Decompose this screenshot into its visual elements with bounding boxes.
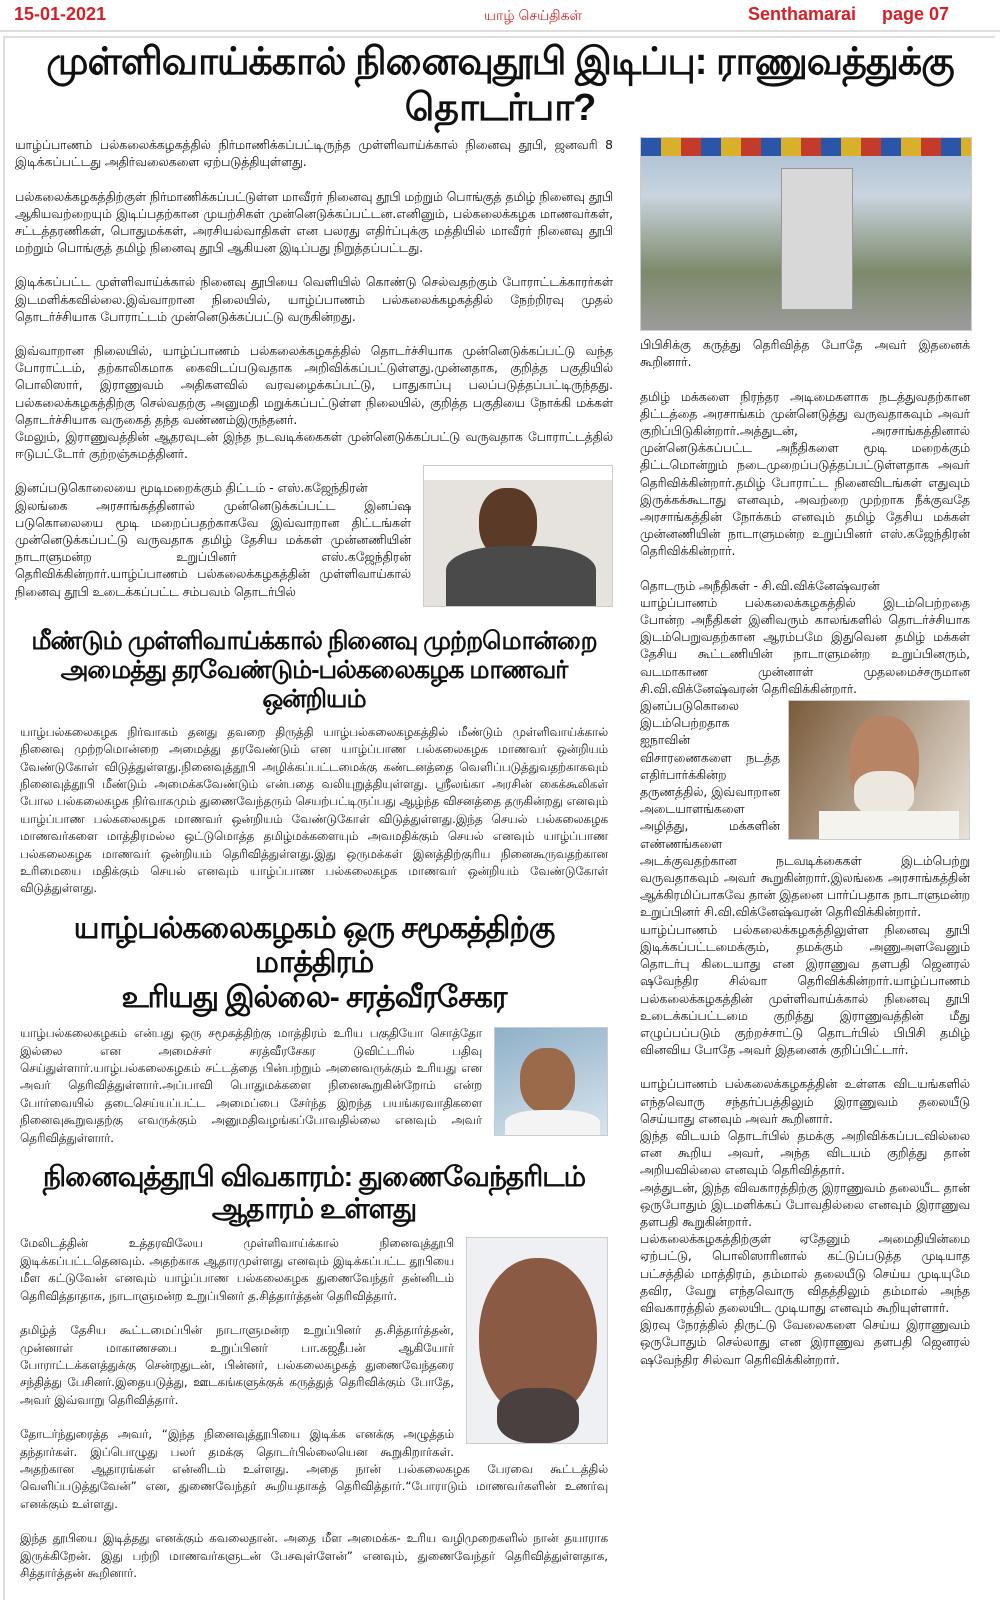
paragraph: இரவு நேரத்தில் திருட்டு வேலைகளை செய்ய இராணுவம் ஒருபோதும் செல்லாது என இராணுவ தளபதி ஜெனரல் ஷவேந்திர சில்வா தெரிவிக்கின்றார். bbox=[640, 1318, 970, 1367]
paragraph: இனப்படுகொலை இடம்பெற்றதாக ஐநாவின் விசாரணைகளை நடத்த எதிர்பார்க்கின்ற தருணத்தில், இவ்வாறான அடையாளங்களை அழித்து, மக்களின் எண்ணங்களை அடக்குவதற்கான நடவடிக்கைகள் இடம்பெற்று வருவதாகவும் அவர் கூறுகின்றார்.இலங்கை அரசாங்கத்தின் ஆக்கிரமிப்பாகவே தான் இதனை பார்ப்பதாக நாடாளுமன்ற உறுப்பினர் சி.வி.விக்னேஷ்வரன் தெரிவிக்கின்றார். bbox=[640, 699, 970, 920]
story4-body bbox=[15, 1235, 613, 1599]
paragraph: யாழ்ப்பாணம் பல்கலைக்கழகத்திலுள்ள நினைவு தூபி இடிக்கப்பட்டமைக்கும், தமக்கும் அணுஅளவேனும் தொடர்பு கிடையாது என இராணுவ தளபதி ஜெனரல் ஷவேந்திர சில்வா தெரிவிக்கின்றார்.யாழ்ப்பாணம் பல்கலைக்கழகத்தின் முள்ளிவாய்க்கால் நினைவு தூபி உடைக்கப்பட்டமை குறித்து இராணுவத்தின் மீது எழுப்பப்படும் குற்றச்சாட்டு தொடர்பில் பிபிசி தமிழ் வினவிய போதே அவர் இதனைக் குறிப்பிட்டார். bbox=[640, 922, 970, 1058]
paragraph: மேலும், இராணுவத்தின் ஆதரவுடன் இந்த நடவடிக்கைகள் முன்னெடுக்கப்பட்டு வருவதாக போராட்டத்தில் ஈடுபட்டோர் குற்றஞ்சுமத்தினர். bbox=[15, 430, 613, 462]
paragraph: தமிழ்த் தேசிய கூட்டமைப்பின் நாடாளுமன்ற உறுப்பினர் த.சித்தார்த்தன், முன்னாள் மாகாணசபை உறுப்பினர் பா.கஜதீபன் ஆகியோர் போராட்டக்களத்துக்கு சென்றதுடன், பின்னர், பல்கலைகழகத் துணைவேந்தரை சந்தித்து பேசினர்.இதையடுத்து, ஊடகங்களுக்குக் கருத்துத் தெரிவிக்கும் போதே, அவர் இவ்வாறு தெரிவித்தார். bbox=[20, 1323, 454, 1407]
headline-line: யாழ்பல்கலைகழகம் ஒரு சமூகத்திற்கு மாத்திரம் bbox=[73, 911, 555, 980]
subheading-wigneswaran: தொடரும் அநீதிகள் - சி.வி.விக்னேஷ்வரன் bbox=[640, 578, 880, 593]
paragraph: பல்கலைக்கழகத்திற்குள் நிர்மாணிக்கப்பட்டுள்ள மாவீரர் நினைவு தூபி மற்றும் பொங்குத் தமிழ் நினைவு தூபி ஆகியவற்றையும் இடிப்பதற்கான முயற்சிகள் முன்னெடுக்கப்பட்டன.எனினும், பல்கலைக்கழக மாணவர்கள், சட்டத்தரணிகள், பொதுமக்கள், அரசியல்வாதிகள் என பலரது எதிர்ப்புக்கு மத்தியில் மாவீரர் நினைவு தூபி மற்றும் பொங்குத் தமிழ் நினைவு தூபி ஆகியன இடிப்பது நிறுத்தப்பட்டது. bbox=[15, 189, 613, 256]
paragraph: யாழ்ப்பாணம் பல்கலைக்கழகத்தில் இடம்பெற்றதை போன்ற அநீதிகள் இனிவரும் காலங்களில் தொடர்ச்சியாக இடம்பெறுவதற்கான ஆரம்பமே இதுவென தமிழ் மக்கள் தேசிய கூட்டணியின் நாடாளுமன்ற உறுப்பினரும், வடமாகாண முன்னாள் முதலமைச்சருமான சி.வி.விக்னேஷ்வரன் தெரிவிக்கின்றார். bbox=[640, 595, 970, 696]
photo-gajendran bbox=[423, 465, 613, 607]
main-story-right bbox=[640, 337, 970, 1369]
photo-memorial-site bbox=[640, 137, 972, 331]
paragraph: பல்கலைக்கழகத்திற்குள் ஏதேனும் அமைதியின்மை ஏற்பட்டு, பொலிஸாரினால் கட்டுப்படுத்த முடியாத பட்சத்தில் மாத்திரம், தம்மால் தலையீடு செய்ய முடியுமே தவிர, வேறு எந்தவொரு விதத்திலும் தம்மால் அந்த விவகாரத்தில் தலையிட முடியாது எனவும் கூறியுள்ளார். bbox=[640, 1232, 970, 1315]
paragraph: இடிக்கப்பட்ட முள்ளிவாய்க்கால் நினைவு தூபியை வெளியில் கொண்டு செல்வதற்கும் போராட்டக்காரர்கள் இடமளிக்கவில்லை.இவ்வாறான நிலையில், யாழ்ப்பாணம் பல்கலைக்கழகத்தில் நேற்றிரவு முதல் தொடர்ச்சியாக போராட்டம் முன்னெடுக்கப்பட்டு வருகின்றது. bbox=[15, 275, 613, 324]
main-story-left bbox=[15, 137, 613, 613]
masthead bbox=[0, 0, 1000, 32]
story2-headline bbox=[15, 627, 613, 713]
headline-line: உரியது இல்லை- சரத்வீரசேகர bbox=[121, 980, 507, 1014]
paragraph: யாழ்பல்கலைகழக நிர்வாகம் தனது தவறை திருத்தி யாழ்பல்கலைகழகத்தில் மீண்டும் முள்ளிவாய்க்கால் நினைவு முற்றமொன்றை அமைத்து தரவேண்டும் என யாழ்ப்பாண பல்கலைகழக மாணவர் ஒன்றியம் வேண்டுகோள் விடுத்துள்ளது.நினைவுத்தூபி அழிக்கப்பட்டமைக்கு கண்டனத்தை வெளிப்படுத்துவதற்காகவும் நினைவுத்தூபி மீண்டும் அமைக்கவேண்டும் என்பதை வலியுறுத்தியுள்ளது. ஸ்ரீலங்கா அரசின் கைக்கூலிகள் போல பல்கலைகழக நிர்வாகமும் துணைவேந்தரும் செயற்பட்டிருப்பது ஆழ்ந்த விசனத்தை தருகின்றது எனவும் யாழ்ப்பாண பல்கலைகழக மாணவர் ஒன்றியம் வேண்டுகோள் விடுத்துள்ளது.இந்த செயல் பல்கலைகழக மாணவர்களை மாத்திரமல்ல ஒட்டுமொத்த தமிழ்மக்களையும் அவமதிக்கும் செயல் எனவும் யாழ்ப்பாண பல்கலைகழக மாணவர் ஒன்றியம் தெரிவித்துள்ளது.இது ஒருமக்கள் இனத்திற்குரிய நினைகூருவதற்கான உரிமையை மதிக்கும் செயல் எனவும் யாழ்ப்பாண பல்கலைகழக மாணவர் ஒன்றியம் வேண்டுகோள் விடுத்துள்ளது. bbox=[20, 724, 608, 896]
story4-headline bbox=[15, 1161, 613, 1225]
section-name: யாழ் செய்திகள் bbox=[484, 7, 583, 23]
subheading-gajendran: இனப்படுகொலையை மூடிமறைக்கும் திட்டம் - எஸ்.கஜேந்திரன் bbox=[15, 481, 368, 496]
columns bbox=[5, 137, 995, 1599]
photo-vice-chancellor bbox=[466, 1237, 608, 1444]
paragraph: அத்துடன், இந்த விவகாரத்திற்கு இராணுவம் தலையீட தான் ஒருபோதும் இடமளிக்கப் போவதில்லை எனவும் இராணுவ தளபதி கூறுகின்றார். bbox=[640, 1180, 970, 1229]
right-column bbox=[640, 137, 970, 1369]
left-column bbox=[15, 137, 613, 1599]
story3-body bbox=[15, 1025, 613, 1147]
page-number: page 07 bbox=[882, 4, 950, 24]
headline-line: நினைவுத்தூபி விவகாரம்: துணைவேந்தரிடம் ஆதாரம் உள்ளது bbox=[42, 1161, 586, 1225]
paragraph: பிபிசிக்கு கருத்து தெரிவித்த போதே அவர் இதனைக் கூறினார். bbox=[640, 338, 970, 370]
paragraph: தமிழ் மக்களை நிரந்தர அடிமைகளாக நடத்துவதற்கான திட்டத்தை அரசாங்கம் முன்னெடுத்து வருவதாகவும் அவர் குறிப்பிடுகின்றார்.அத்துடன், அரசாங்கத்தினால் முன்னெடுக்கப்பட்ட அநீதிகளை மூடி மறைக்கும் திட்டமொன்றும் நடைமுறைப்படுத்தப்பட்டுள்ளதாக அவர் தெரிவிக்கின்றார்.தமிழ் போராட்ட நினைவிடங்கள் எதுவும் இருக்கக்கூடாது எனவும், அவற்றை முற்றாக நீக்குவதே அரசாங்கத்தின் நோக்கம் எனவும் தமிழ் தேசிய மக்கள் முன்னணியின் நாடாளுமன்ற உறுப்பினர் எஸ்.கஜேந்திரன் தெரிவிக்கின்றார். bbox=[640, 389, 970, 559]
paragraph: யாழ்ப்பாணம் பல்கலைக்கழகத்தில் நிர்மாணிக்கப்பட்டிருந்த முள்ளிவாய்க்கால் நினைவு தூபி, ஜனவரி 8 இடிக்கப்பட்டது அதிர்வலைகளை ஏற்படுத்தியுள்ளது. bbox=[15, 138, 613, 170]
main-headline: முள்ளிவாய்க்கால் நினைவுதூபி இடிப்பு: ராணுவத்துக்கு தொடர்பா? bbox=[46, 41, 954, 129]
paragraph: தோடர்ந்துரைத்த அவர், “இந்த நினைவுத்தூபியை இடிக்க எனக்கு அழுத்தம் தந்தார்கள். இப்பொழுது பலர் தமக்கு தொடர்பில்லையென கூறுகிறார்கள். அதற்கான ஆதாரங்கள் என்னிடம் உள்ளது. அதை நான் பல்கலைகழக பேரவை கூட்டத்தில் வெளிப்படுத்துவேன்” என, துணைவேந்தர் கூறியதாகத் தெரிவித்தார்.“போராடும் மாணவர்களின் உணர்வு எனக்கும் உள்ளது. bbox=[20, 1427, 608, 1511]
paragraph: மேலிடத்தின் உத்தரவிலேய முள்ளிவாய்க்கால் நினைவுத்தூபி இடிக்கப்பட்டதெனவும். அதற்காக ஆதாரமுள்ளது எனவும் இடிக்கப்பட்ட தூபியை மீள கட்டுவேன் எனவும் யாழ்ப்பாண பல்கலைகழக துணைவேந்தர் தன்னிடம் தெரிவித்தாதாக, நாடாளுமன்ற உறுப்பினர் த.சித்தார்த்தன் தெரிவித்தார். bbox=[20, 1236, 454, 1303]
paragraph: யாழ்பல்கலைகழகம் என்பது ஒரு சமூகத்திற்கு மாத்திரம் உரிய பகுதியோ சொத்தோ இல்லை என அமைச்சர் சரத்வீரசேகர டுவிட்டரில் பதிவு செய்துள்ளார்.யாழ்பல்கலைகழகம் சட்டத்தை பின்பற்றும் அனைவருக்கும் உரியது என அவர் தெரிவித்துள்ளார்.அப்பாவி பொதுமக்களை நினைகூறுகின்றோம் என்ற போர்வையில் தடைசெய்யப்பட்ட அமைப்பை சேர்ந்த இறந்த பயங்கரவாதிகளை நினைவுகூறுவதற்கு எவருக்கும் அனுமதிவழங்கப்போவதில்லை எனவும் அவர் தெரிவித்துள்ளார். bbox=[20, 1026, 482, 1145]
story2-body bbox=[15, 724, 613, 898]
headline-line: மீண்டும் முள்ளிவாய்க்கால் நினைவு முற்றமொன்றை bbox=[31, 627, 597, 656]
photo-wigneswaran bbox=[788, 700, 970, 840]
photo-sarath-weerasekera bbox=[494, 1027, 608, 1136]
paragraph: இவ்வாறான நிலையில், யாழ்ப்பாணம் பல்கலைக்கழகத்தில் தொடர்ச்சியாக முன்னெடுக்கப்பட்டு வந்த போராட்டம், தற்காலிகமாக கைவிடப்படுவதாக அறிவிக்கப்பட்டுள்ளது.முன்னதாக, குறித்த பகுதியில் பொலிஸார், இராணுவம் அதிகளவில் வரவழைக்கப்பட்டு, பாதுகாப்பு பலப்படுத்தப்பட்டிருந்தது. பல்கலைக்கழகத்திற்கு செல்வதற்கு அனுமதி மறுக்கப்பட்டுள்ள நிலையில், குறித்த பகுதியை நோக்கி மக்கள் தொடர்ச்சியாக வருகைத் தந்த வண்ணம்இருந்தனர். bbox=[15, 344, 613, 427]
issue-date: 15-01-2021 bbox=[14, 4, 107, 24]
headline-line: அமைத்து தரவேண்டும்-பல்கலைகழக மாணவர் ஒன்றியம் bbox=[60, 656, 568, 713]
story3-headline bbox=[15, 912, 613, 1016]
paragraph: இந்த தூபியை இடித்தது எனக்கும் கவலைதான். அதை மீள அமைக்க- உரிய வழிமுறைகளில் நான் தயாராக இருக்கிறேன். இது பற்றி மாணவர்களுடன் பேசவுள்ளேன்” எனவும், துணைவேந்தர் தெரிவித்துள்ளதாக, சித்தார்த்தன் கூறினார். bbox=[20, 1531, 608, 1580]
paper-name: Senthamarai bbox=[748, 4, 857, 24]
page-frame bbox=[3, 36, 995, 1600]
paragraph: இலங்கை அரசாங்கத்தினால் முன்னெடுக்கப்பட்ட இனப்ஷ படுகொலையை மூடி மறைப்பதற்காகவே இவ்வாறான திட்டங்கள் முன்னெடுக்கப்பட்டு வருவதாக தமிழ் தேசிய மக்கள் முன்னணியின் நாடாளுமன்ற உறுப்பினர் எஸ்.கஜேந்திரன் தெரிவிக்கின்றார்.யாழ்ப்பாணம் பல்கலைக்கழகத்தின் முள்ளிவாய்கால் நினைவு தூபி உடைக்கப்பட்ட சம்பவம் தொடர்பில் bbox=[15, 498, 411, 599]
paragraph: இந்த விடயம் தொடர்பில் தமக்கு அறிவிக்கப்படவில்லை என கூறிய அவர், அந்த விடயம் குறித்து தான் அறியவில்லை எனவும் தெரிவித்தார். bbox=[640, 1128, 970, 1178]
paragraph: யாழ்ப்பாணம் பல்கலைக்கழகத்தின் உள்ளக விடயங்களில் எந்தவொரு சந்தர்ப்பத்திலும் இராணுவம் தலையீடு செய்யாது எனவும் அவர் கூறினார். bbox=[640, 1077, 970, 1126]
